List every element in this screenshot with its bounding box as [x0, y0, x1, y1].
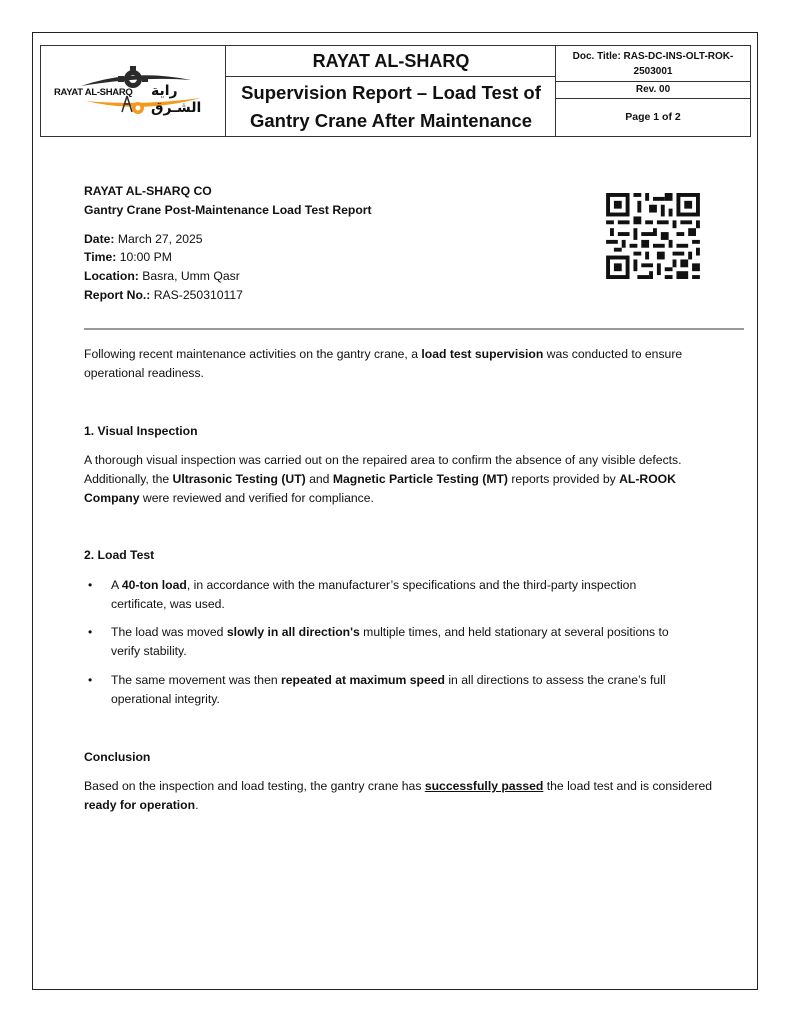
- info-company: RAYAT AL-SHARQ CO: [84, 184, 212, 198]
- c-text: the load test and is considered: [543, 779, 713, 793]
- info-location: [84, 267, 240, 286]
- report-no-label: Report No.:: [84, 288, 151, 302]
- info-date: [84, 230, 203, 249]
- report-title: [226, 79, 556, 135]
- doc-title-line2: 2503001: [633, 66, 673, 77]
- title-cell: [226, 46, 556, 136]
- bullet2-line2: verify stability.: [111, 644, 187, 658]
- bullet-marker: •: [88, 625, 93, 639]
- page-border: [32, 32, 758, 990]
- doc-title-line1: Doc. Title: RAS-DC-INS-OLT-ROK-: [572, 51, 734, 62]
- bullet1-line2: certificate, was used.: [111, 597, 225, 611]
- time-value: 10:00 PM: [119, 250, 172, 264]
- section1-line2: [84, 470, 676, 489]
- logo-cell: [41, 46, 226, 136]
- b2-text: multiple times, and held stationary at several positions to: [359, 625, 669, 639]
- intro-text-b: was conducted to ensure: [543, 347, 683, 361]
- c-text: Based on the inspection and load testing, the gantry crane has: [84, 779, 425, 793]
- intro-text-bold: load test supervision: [421, 347, 544, 361]
- section1-line3: [84, 489, 374, 508]
- conclusion-line1: [84, 777, 712, 796]
- info-report-name: Gantry Crane Post-Maintenance Load Test Report: [84, 203, 372, 217]
- s1-text: and: [305, 472, 333, 486]
- section1-line1: A thorough visual inspection was carried out on the repaired area to confirm the absence of any visible defects.: [84, 453, 682, 467]
- intro-line2: operational readiness.: [84, 366, 204, 380]
- meta-cell: [556, 46, 750, 136]
- bullet-marker: •: [88, 578, 93, 592]
- s1-text: Additionally, the: [84, 472, 173, 486]
- date-label: Date:: [84, 232, 115, 246]
- c-ready: ready for operation: [84, 798, 196, 812]
- time-label: Time:: [84, 250, 117, 264]
- bullet3-line1: [111, 671, 666, 690]
- intro-text-a: Following recent maintenance activities on the gantry crane, a: [84, 347, 422, 361]
- location-value: Basra, Umm Qasr: [142, 269, 240, 283]
- b1-text: A: [111, 578, 122, 592]
- b2-text: The load was moved: [111, 625, 227, 639]
- section1-heading: 1. Visual Inspection: [84, 424, 198, 438]
- bullet3-line2: operational integrity.: [111, 692, 220, 706]
- report-no-value: RAS-250310117: [153, 288, 243, 302]
- s1-company-b: Company: [84, 491, 140, 505]
- location-label: Location:: [84, 269, 139, 283]
- separator-rule: [84, 328, 744, 330]
- report-title-line1: Supervision Report – Load Test of: [241, 82, 541, 103]
- s1-text: reports provided by: [507, 472, 620, 486]
- b1-bold: 40-ton load: [121, 578, 187, 592]
- s1-mt: Magnetic Particle Testing (MT): [332, 472, 508, 486]
- s1-company: AL-ROOK: [619, 472, 676, 486]
- b2-bold: slowly in all direction's: [226, 625, 360, 639]
- c-period: .: [195, 798, 199, 812]
- b3-text: The same movement was then: [111, 673, 282, 687]
- b3-bold: repeated at maximum speed: [281, 673, 445, 687]
- s1-ut: Ultrasonic Testing (UT): [172, 472, 306, 486]
- section2-heading: 2. Load Test: [84, 548, 155, 562]
- page-number: Page 1 of 2: [625, 111, 681, 123]
- logo-text-arabic: راية الشـرق: [151, 82, 202, 115]
- bullet2-line1: [111, 623, 669, 642]
- company-title: RAYAT AL-SHARQ: [226, 46, 556, 77]
- conclusion-line2: [84, 796, 198, 815]
- revision: Rev. 00: [556, 82, 750, 99]
- bullet-marker: •: [88, 673, 93, 687]
- qr-code-icon: [605, 193, 701, 279]
- info-time: [84, 248, 172, 267]
- s1-text: were reviewed and verified for compliance.: [139, 491, 374, 505]
- document-header: [40, 45, 751, 137]
- doc-title: [556, 46, 750, 82]
- c-passed: successfully passed: [424, 779, 544, 793]
- report-title-line2: Gantry Crane After Maintenance: [249, 110, 533, 131]
- logo-text-english: RAYAT AL-SHARQ: [54, 87, 133, 98]
- intro-line1: [84, 345, 682, 364]
- b1-text: , in accordance with the manufacturer’s specifications and the third-party inspection: [186, 578, 637, 592]
- info-report-no: [84, 286, 243, 305]
- b3-text: in all directions to assess the crane’s full: [444, 673, 666, 687]
- date-value: March 27, 2025: [117, 232, 203, 246]
- conclusion-heading: Conclusion: [84, 750, 151, 764]
- bullet1-line1: [111, 576, 636, 595]
